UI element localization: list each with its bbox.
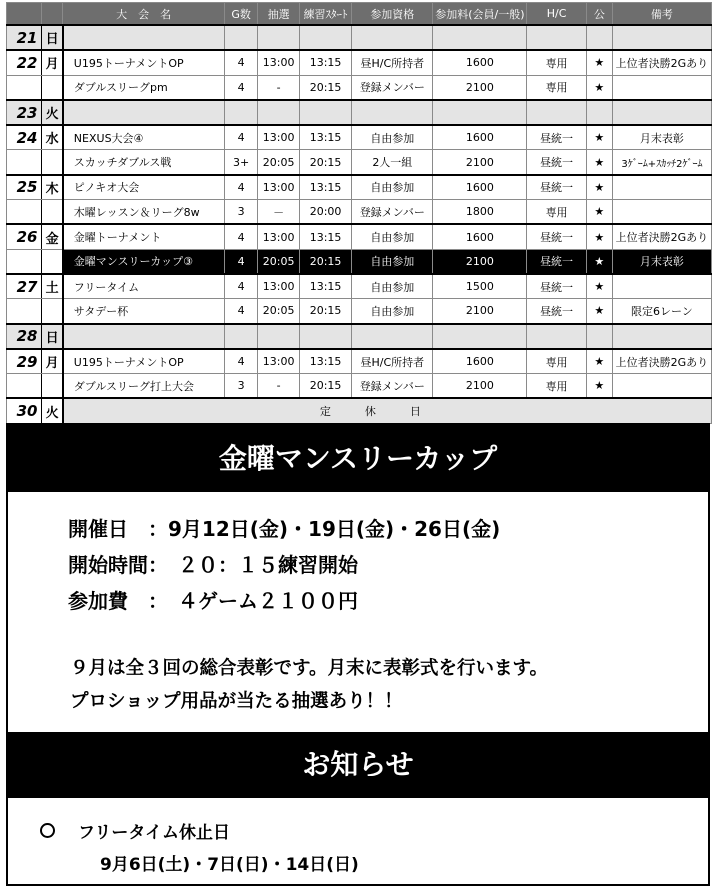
- public-mark: ★: [586, 299, 612, 324]
- header-cell: H/C: [527, 3, 586, 26]
- event-name: [63, 100, 225, 125]
- schedule-row: [7, 274, 712, 299]
- draw-time: -: [258, 75, 300, 100]
- public-mark: ★: [586, 125, 612, 150]
- handicap: 昼統一: [527, 299, 586, 324]
- public-mark: ★: [586, 75, 612, 100]
- schedule-row: [7, 249, 712, 274]
- cup-fee: 参加費 ： ４ゲーム２１００円: [68, 589, 358, 613]
- notice-title-banner: お知らせ: [8, 732, 708, 798]
- game-count: 3+: [224, 150, 257, 175]
- game-count: 4: [224, 175, 257, 200]
- game-count: [224, 25, 257, 50]
- fee: [433, 25, 527, 50]
- day-number: 22: [7, 50, 42, 75]
- handicap: 昼統一: [527, 125, 586, 150]
- qualification: 2人一組: [352, 150, 433, 175]
- qualification: 自由参加: [352, 175, 433, 200]
- practice-start: 20:15: [300, 150, 352, 175]
- notice-item-dates: 9月6日(土)・7日(日)・14日(日): [100, 855, 359, 875]
- day-number: 23: [7, 100, 42, 125]
- remarks: 上位者決勝2Gあり: [612, 349, 711, 374]
- practice-start: 13:15: [300, 274, 352, 299]
- practice-start: 13:15: [300, 224, 352, 249]
- schedule-row: [7, 324, 712, 349]
- practice-start: 20:00: [300, 200, 352, 225]
- game-count: 4: [224, 125, 257, 150]
- handicap: 昼統一: [527, 224, 586, 249]
- remarks: [612, 324, 711, 349]
- weekday: 日: [42, 324, 63, 349]
- public-mark: ★: [586, 200, 612, 225]
- qualification: 登録メンバー: [352, 200, 433, 225]
- header-cell: 参加資格: [352, 3, 433, 26]
- day-number: 26: [7, 224, 42, 249]
- fee: 1600: [433, 224, 527, 249]
- weekday: [42, 200, 63, 225]
- weekday: [42, 374, 63, 399]
- remarks: 上位者決勝2Gあり: [612, 224, 711, 249]
- day-number: 27: [7, 274, 42, 299]
- handicap: [527, 324, 586, 349]
- cup-notice-2: プロショップ用品が当たる抽選あり！！: [70, 691, 403, 712]
- practice-start: 20:15: [300, 249, 352, 274]
- public-mark: ★: [586, 349, 612, 374]
- weekday: [42, 299, 63, 324]
- draw-time: 13:00: [258, 50, 300, 75]
- qualification: 昼H/C所持者: [352, 349, 433, 374]
- draw-time: [258, 100, 300, 125]
- event-name: ダブルスリーグ打上大会: [63, 374, 225, 399]
- schedule-table: [6, 2, 712, 424]
- weekday: [42, 75, 63, 100]
- event-name: 木曜レッスン＆リーグ8w: [63, 200, 225, 225]
- public-mark: ★: [586, 150, 612, 175]
- weekday: 月: [42, 349, 63, 374]
- event-name: NEXUS大会④: [63, 125, 225, 150]
- weekday: 水: [42, 125, 63, 150]
- practice-start: [300, 100, 352, 125]
- cup-dates: 開催日 ：9月12日(金)・19日(金)・26日(金): [68, 517, 501, 541]
- draw-time: 20:05: [258, 249, 300, 274]
- game-count: 4: [224, 50, 257, 75]
- draw-time: 20:05: [258, 150, 300, 175]
- remarks: [612, 274, 711, 299]
- weekday: [42, 150, 63, 175]
- practice-start: 13:15: [300, 175, 352, 200]
- practice-start: 20:15: [300, 299, 352, 324]
- schedule-row: [7, 200, 712, 225]
- weekday: 火: [42, 100, 63, 125]
- remarks: [612, 25, 711, 50]
- day-number: [7, 374, 42, 399]
- handicap: 専用: [527, 200, 586, 225]
- fee: 2100: [433, 374, 527, 399]
- schedule-row: [7, 75, 712, 100]
- fee: 1600: [433, 349, 527, 374]
- game-count: 3: [224, 374, 257, 399]
- public-mark: ★: [586, 274, 612, 299]
- handicap: 昼統一: [527, 274, 586, 299]
- day-number: [7, 200, 42, 225]
- public-mark: ★: [586, 224, 612, 249]
- practice-start: 13:15: [300, 50, 352, 75]
- fee: 2100: [433, 150, 527, 175]
- qualification: [352, 324, 433, 349]
- remarks: [612, 374, 711, 399]
- qualification: [352, 100, 433, 125]
- handicap: 昼統一: [527, 175, 586, 200]
- remarks: 月末表彰: [612, 125, 711, 150]
- qualification: [352, 25, 433, 50]
- public-mark: [586, 25, 612, 50]
- fee: 1600: [433, 125, 527, 150]
- qualification: 自由参加: [352, 249, 433, 274]
- game-count: 4: [224, 249, 257, 274]
- qualification: 登録メンバー: [352, 75, 433, 100]
- event-name: ピノキオ大会: [63, 175, 225, 200]
- practice-start: 13:15: [300, 125, 352, 150]
- holiday-label: 定休日: [63, 398, 712, 423]
- game-count: 4: [224, 349, 257, 374]
- public-mark: ★: [586, 175, 612, 200]
- header-cell: 参加料(会員/一般): [433, 3, 527, 26]
- qualification: 自由参加: [352, 299, 433, 324]
- qualification: 自由参加: [352, 125, 433, 150]
- handicap: 専用: [527, 75, 586, 100]
- weekday: 日: [42, 25, 63, 50]
- public-mark: [586, 324, 612, 349]
- public-mark: ★: [586, 249, 612, 274]
- game-count: 3: [224, 200, 257, 225]
- event-name: [63, 25, 225, 50]
- day-number: [7, 249, 42, 274]
- day-number: [7, 150, 42, 175]
- cup-notice-1: ９月は全３回の総合表彰です。月末に表彰式を行います。: [70, 658, 549, 679]
- event-name: 金曜トーナメント: [63, 224, 225, 249]
- cup-start-time: 開始時間： ２０：１５練習開始: [68, 553, 358, 577]
- schedule-row: [7, 299, 712, 324]
- event-name: ダブルスリーグpm: [63, 75, 225, 100]
- game-count: 4: [224, 224, 257, 249]
- remarks: [612, 175, 711, 200]
- draw-time: 13:00: [258, 125, 300, 150]
- day-number: [7, 299, 42, 324]
- cup-title-banner: 金曜マンスリーカップ: [8, 425, 708, 492]
- event-name: フリータイム: [63, 274, 225, 299]
- game-count: 4: [224, 299, 257, 324]
- schedule-row: [7, 224, 712, 249]
- header-cell: 大 会 名: [63, 3, 225, 26]
- qualification: 自由参加: [352, 224, 433, 249]
- weekday: 木: [42, 175, 63, 200]
- practice-start: 13:15: [300, 349, 352, 374]
- weekday: 月: [42, 50, 63, 75]
- draw-time: 20:05: [258, 299, 300, 324]
- day-number: 25: [7, 175, 42, 200]
- draw-time: 13:00: [258, 349, 300, 374]
- handicap: 専用: [527, 50, 586, 75]
- schedule-row: [7, 125, 712, 150]
- fee: [433, 100, 527, 125]
- game-count: 4: [224, 274, 257, 299]
- game-count: [224, 324, 257, 349]
- fee: 1500: [433, 274, 527, 299]
- schedule-row: [7, 374, 712, 399]
- day-number: [7, 75, 42, 100]
- draw-time: -: [258, 374, 300, 399]
- handicap: 昼統一: [527, 249, 586, 274]
- fee: 1600: [433, 50, 527, 75]
- event-name: 金曜マンスリーカップ③: [63, 249, 225, 274]
- header-cell: 抽選: [258, 3, 300, 26]
- handicap: 昼統一: [527, 150, 586, 175]
- fee: 2100: [433, 249, 527, 274]
- remarks: [612, 100, 711, 125]
- draw-time: 13:00: [258, 274, 300, 299]
- schedule-row: [7, 150, 712, 175]
- header-cell: 練習ｽﾀｰﾄ: [300, 3, 352, 26]
- fee: 1600: [433, 175, 527, 200]
- event-name: サタデー杯: [63, 299, 225, 324]
- schedule-row: [7, 50, 712, 75]
- event-name: U195トーナメントOP: [63, 50, 225, 75]
- fee: [433, 324, 527, 349]
- event-name: U195トーナメントOP: [63, 349, 225, 374]
- header-cell: [42, 3, 63, 26]
- schedule-row: [7, 175, 712, 200]
- weekday: 火: [42, 398, 63, 423]
- weekday: 土: [42, 274, 63, 299]
- public-mark: [586, 100, 612, 125]
- day-number: 28: [7, 324, 42, 349]
- schedule-row: [7, 398, 712, 423]
- event-name: [63, 324, 225, 349]
- practice-start: 20:15: [300, 374, 352, 399]
- notice-item-title: フリータイム休止日: [78, 823, 230, 843]
- game-count: 4: [224, 75, 257, 100]
- game-count: [224, 100, 257, 125]
- day-number: 30: [7, 398, 42, 423]
- practice-start: [300, 25, 352, 50]
- schedule-row: [7, 25, 712, 50]
- public-mark: ★: [586, 374, 612, 399]
- fee: 2100: [433, 75, 527, 100]
- draw-time: [258, 25, 300, 50]
- qualification: 昼H/C所持者: [352, 50, 433, 75]
- header-row: [7, 3, 712, 26]
- draw-time: －: [258, 200, 300, 225]
- qualification: 登録メンバー: [352, 374, 433, 399]
- event-name: スカッチダブルス戦: [63, 150, 225, 175]
- schedule-row: [7, 100, 712, 125]
- draw-time: [258, 324, 300, 349]
- handicap: [527, 100, 586, 125]
- handicap: 専用: [527, 349, 586, 374]
- handicap: 専用: [527, 374, 586, 399]
- practice-start: [300, 324, 352, 349]
- practice-start: 20:15: [300, 75, 352, 100]
- remarks: 限定6レーン: [612, 299, 711, 324]
- header-cell: 備考: [612, 3, 711, 26]
- day-number: 24: [7, 125, 42, 150]
- weekday: 金: [42, 224, 63, 249]
- day-number: 21: [7, 25, 42, 50]
- header-cell: [7, 3, 42, 26]
- handicap: [527, 25, 586, 50]
- qualification: 自由参加: [352, 274, 433, 299]
- remarks: [612, 200, 711, 225]
- remarks: 3ｹﾞｰﾑ+ｽｶｯﾁ2ｹﾞｰﾑ: [612, 150, 711, 175]
- fee: 1800: [433, 200, 527, 225]
- remarks: 上位者決勝2Gあり: [612, 50, 711, 75]
- header-cell: G数: [224, 3, 257, 26]
- header-cell: 公: [586, 3, 612, 26]
- info-panel: [6, 423, 710, 886]
- schedule-row: [7, 349, 712, 374]
- remarks: [612, 75, 711, 100]
- draw-time: 13:00: [258, 175, 300, 200]
- remarks: 月末表彰: [612, 249, 711, 274]
- circle-bullet-icon: [40, 823, 55, 838]
- public-mark: ★: [586, 50, 612, 75]
- draw-time: 13:00: [258, 224, 300, 249]
- weekday: [42, 249, 63, 274]
- fee: 2100: [433, 299, 527, 324]
- day-number: 29: [7, 349, 42, 374]
